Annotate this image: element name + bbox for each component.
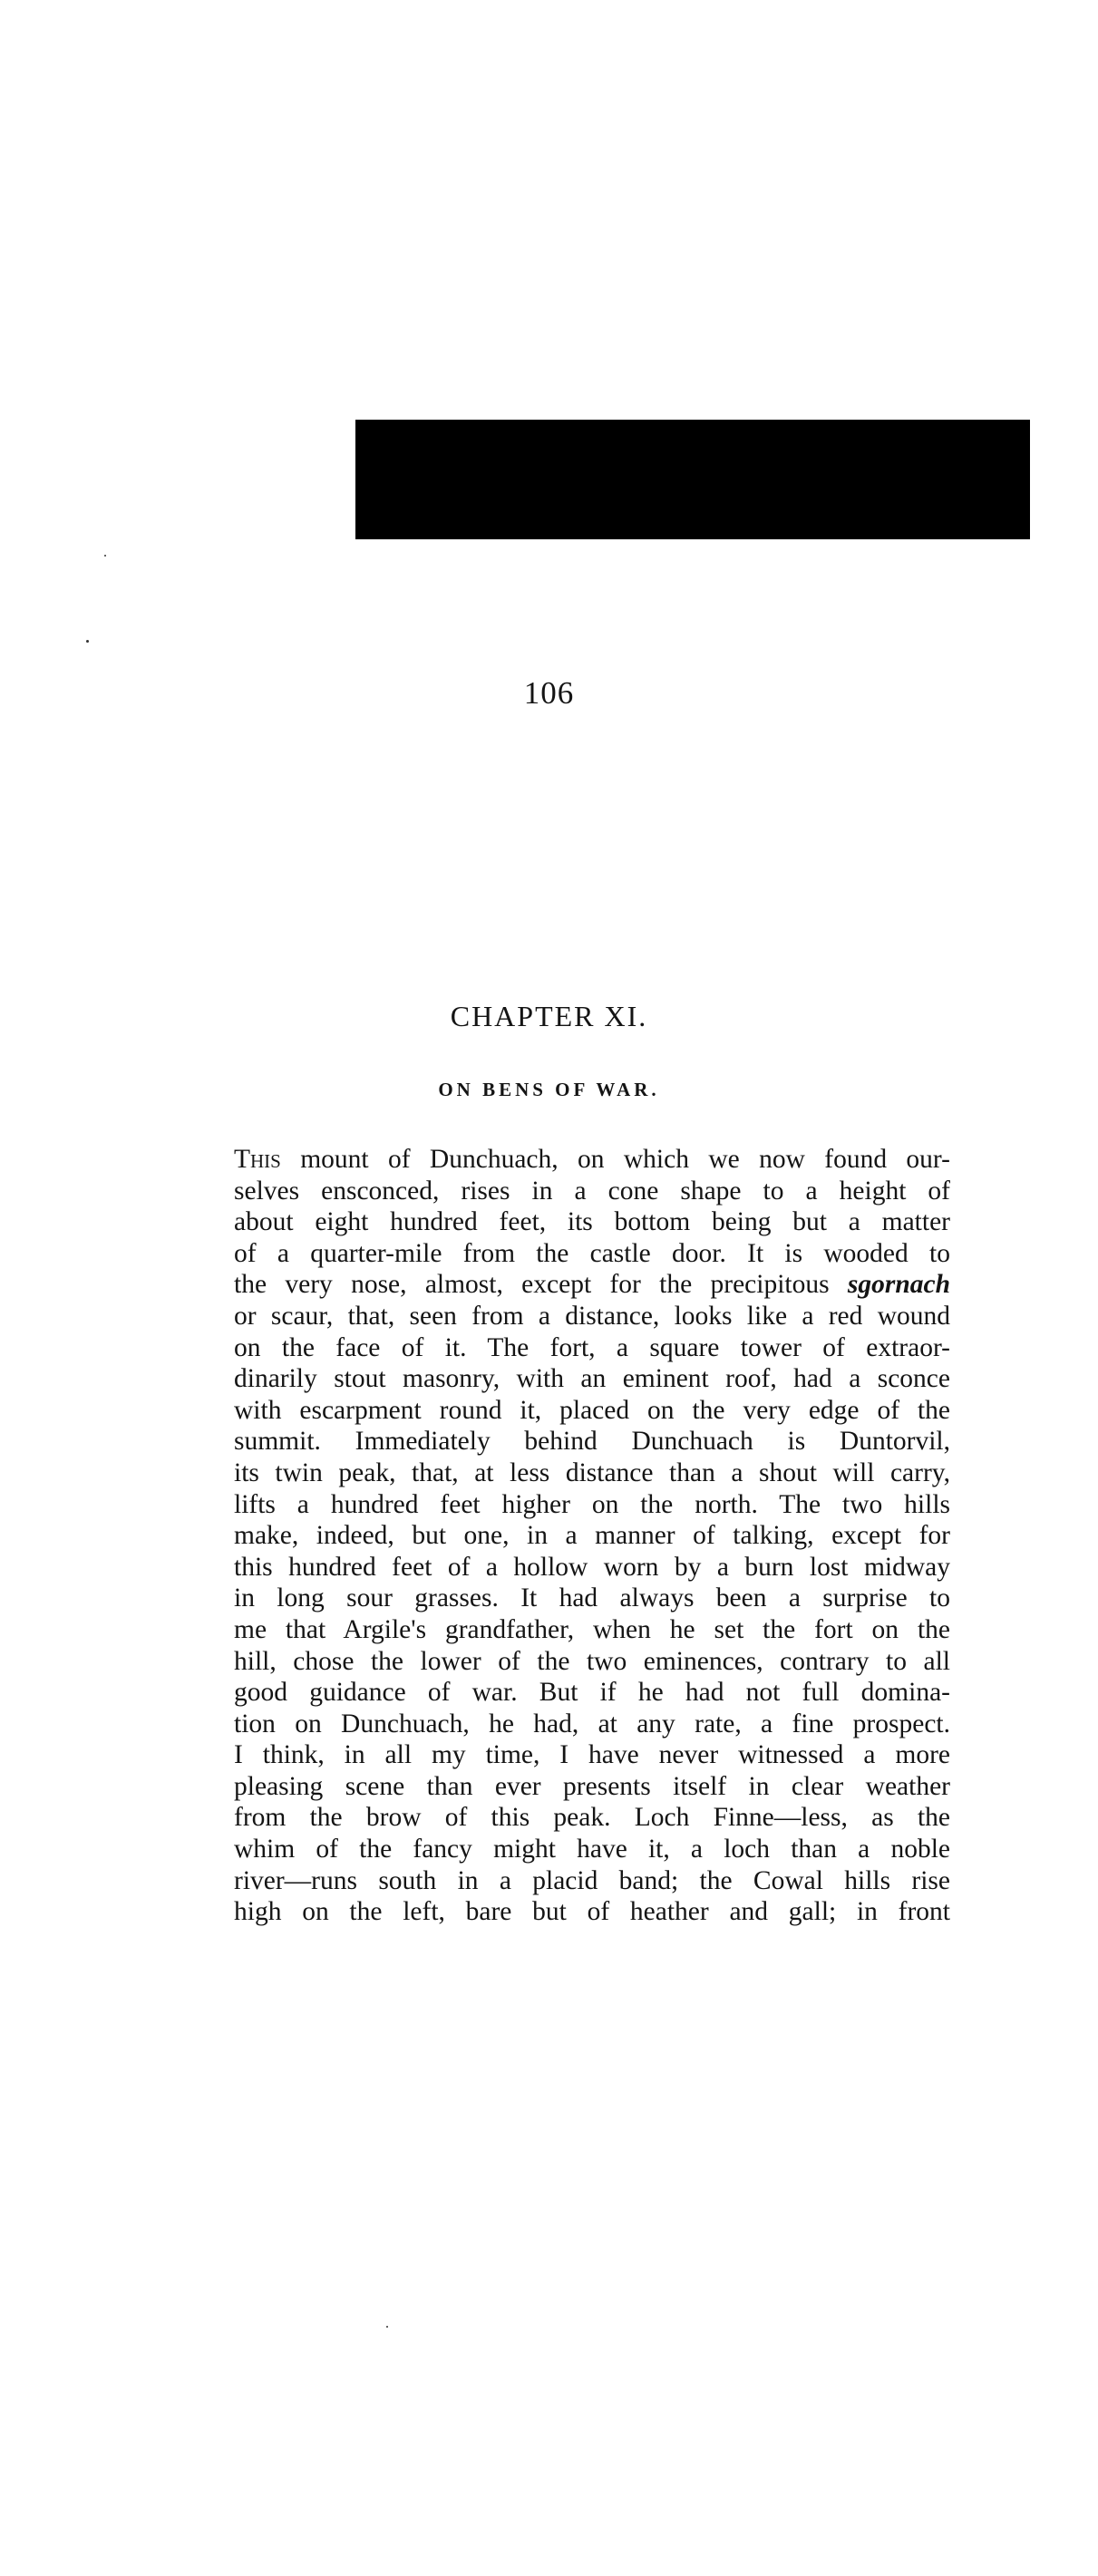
text-line: dinarily stout masonry, with an eminent roof, had a sconce bbox=[234, 1364, 950, 1394]
text-line: me that Argile's grandfather, when he set the fort on the bbox=[234, 1614, 950, 1644]
text-line: or scaur, that, seen from a distance, looks like a red wound bbox=[234, 1301, 950, 1331]
text-line: good guidance of war. But if he had not full domina- bbox=[234, 1678, 950, 1708]
scan-speck bbox=[104, 555, 106, 557]
text-line: about eight hundred feet, its bottom being but a matter bbox=[234, 1207, 950, 1237]
text-line-content: mount of Dunchuach, on which we now found our- bbox=[280, 1145, 950, 1174]
text-line: I think, in all my time, I have never witnessed a more bbox=[234, 1740, 950, 1770]
page-number: 106 bbox=[523, 675, 575, 711]
text-line: whim of the fancy might have it, a loch than a noble bbox=[234, 1835, 950, 1864]
text-line: from the brow of this peak. Loch Finne—less, as the bbox=[234, 1803, 950, 1833]
text-line: on the face of it. The fort, a square tower of extraor- bbox=[234, 1332, 950, 1362]
text-line: lifts a hundred feet higher on the north. The two hills bbox=[234, 1489, 950, 1519]
text-line: its twin peak, that, at less distance than a shout will carry, bbox=[234, 1457, 950, 1487]
text-line: tion on Dunchuach, he had, at any rate, a fine prospect. bbox=[234, 1709, 950, 1738]
italic-term: sgornach bbox=[847, 1270, 950, 1300]
text-line: river—runs south in a placid band; the Cowal hills rise bbox=[234, 1865, 950, 1895]
text-line: selves ensconced, rises in a cone shape to a height of bbox=[234, 1176, 950, 1206]
text-line: this hundred feet of a hollow worn by a burn lost midway bbox=[234, 1552, 950, 1582]
text-line: pleasing scene than ever presents itself in clear weather bbox=[234, 1771, 950, 1801]
scan-speck bbox=[386, 2326, 388, 2328]
text-line: make, indeed, but one, in a manner of talking, except for bbox=[234, 1521, 950, 1551]
scan-speck bbox=[86, 640, 89, 643]
text-line: in long sour grasses. It had always been a surprise to bbox=[234, 1583, 950, 1613]
text-line bbox=[234, 1269, 950, 1301]
text-line: hill, chose the lower of the two eminences, contrary to all bbox=[234, 1646, 950, 1676]
text-line: high on the left, bare but of heather and gall; in front bbox=[234, 1897, 950, 1927]
text-line bbox=[234, 1144, 950, 1176]
text-line: of a quarter-mile from the castle door. It is wooded to bbox=[234, 1238, 950, 1268]
text-line-content: the very nose, almost, except for the precipitous bbox=[234, 1270, 848, 1300]
body-paragraph bbox=[234, 1144, 950, 1928]
chapter-subtitle: ON BENS OF WAR. bbox=[438, 1079, 660, 1100]
redaction-bar bbox=[355, 420, 1030, 539]
chapter-heading: CHAPTER XI. bbox=[450, 1000, 648, 1032]
text-line: summit. Immediately behind Dunchuach is Duntorvil, bbox=[234, 1427, 950, 1457]
paragraph-lead-word: This bbox=[234, 1145, 281, 1174]
text-line: with escarpment round it, placed on the very edge of the bbox=[234, 1395, 950, 1425]
